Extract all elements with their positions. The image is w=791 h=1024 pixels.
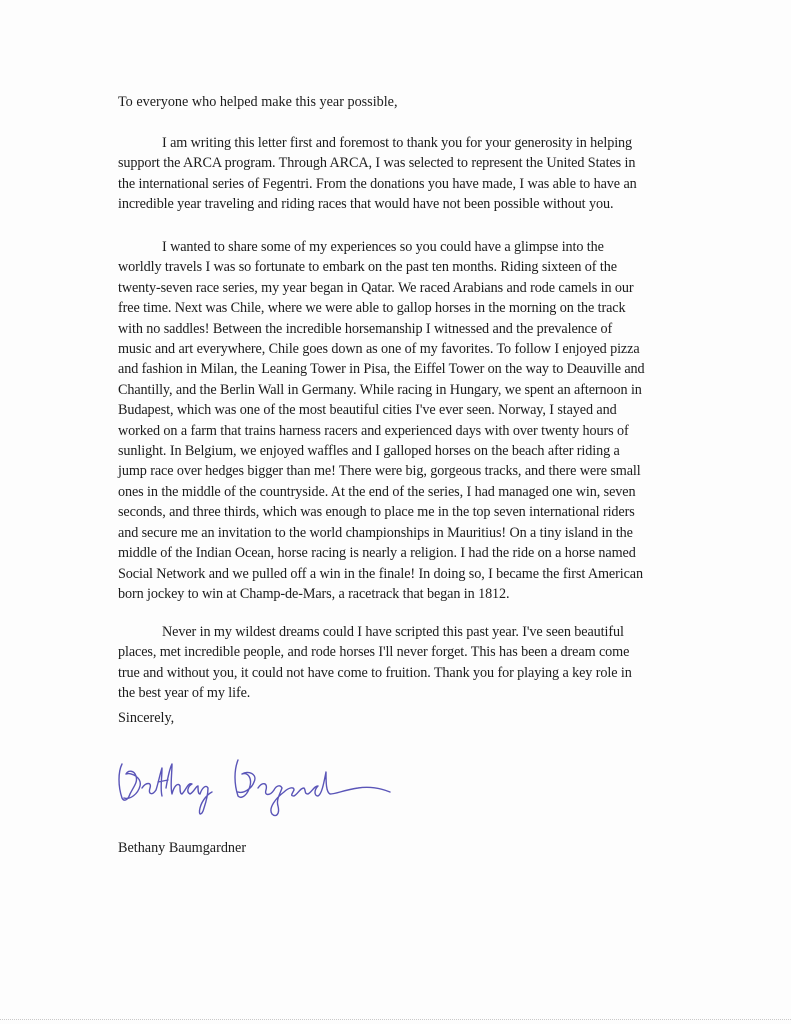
salutation: To everyone who helped make this year possible, [118,94,398,110]
handwritten-signature [108,742,408,822]
signer-name: Bethany Baumgardner [118,840,247,856]
closing: Sincerely, [118,710,175,726]
paragraph-thanks: I am writing this letter first and foremost to thank you for your generosity in helping support the ARCA program. Through ARCA, I was selected to represent the United States in the international series of Fegentri. From the donations you have made, I was able to have an incredible year traveling and riding races that would have not been possible without you. [118,135,637,213]
paragraph-experiences: I wanted to share some of my experiences so you could have a glimpse into the worldly travels I was so fortunate to embark on the past ten months. Riding sixteen of the twenty-seven race series, my year began in Qatar. We raced Arabians and rode camels in our free time. Next was Chile, where we were able to gallop horses in the morning on the track with no saddles! Between the incredible horsemanship I witnessed and the prevalence of music and art everywhere, Chile goes down as one of my favorites. To follow I enjoyed pizza and fashion in Milan, the Leaning Tower in Pisa, the Eiffel Tower on the way to Deauville and Chantilly, and the Berlin Wall in Germany. While racing in Hungary, we spent an afternoon in Budapest, which was one of the most beautiful cities I've ever seen. Norway, I stayed and worked on a farm that trains harness racers and experienced days with over twenty hours of sunlight. In Belgium, we enjoyed waffles and I galloped horses on the beach after riding a jump race over hedges bigger than me! There were big, gorgeous tracks, and there were small ones in the middle of the countryside. At the end of the series, I had managed one win, seven seconds, and three thirds, which was enough to place me in the top seven international riders and secure me an invitation to the world championships in Mauritius! On a tiny island in the middle of the Indian Ocean, horse racing is nearly a religion. I had the ride on a horse named Social Network and we pulled off a win in the finale! In doing so, I became the first American born jockey to win at Champ-de-Mars, a racetrack that began in 1812. [118,239,645,602]
paragraph-reflection: Never in my wildest dreams could I have scripted this past year. I've seen beautiful places, met incredible people, and rode horses I'll never forget. This has been a dream come true and without you, it could not have come to fruition. Thank you for playing a key role in the best year of my life. [118,624,632,702]
scan-edge [0,1019,791,1024]
